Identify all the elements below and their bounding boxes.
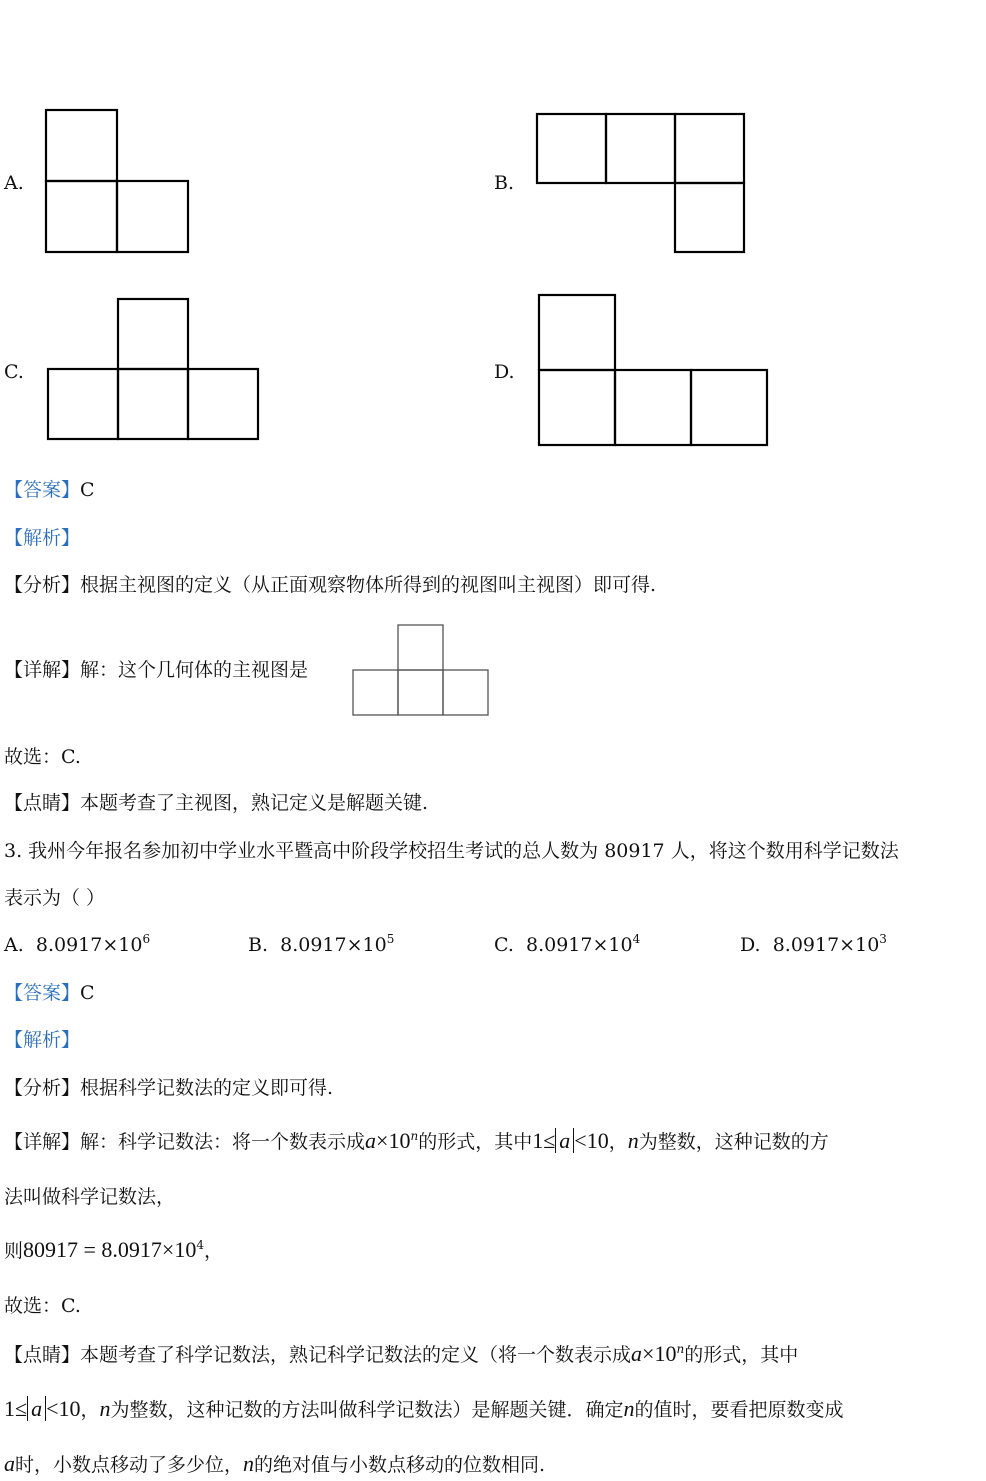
xiangjie-tag: 【详解】 <box>4 659 81 681</box>
option-exponent: 6 <box>142 932 151 946</box>
then-suffix: ， <box>203 1240 223 1262</box>
xiangjie-text: 解：这个几何体的主视图是 <box>80 659 309 681</box>
square <box>48 369 118 439</box>
square <box>691 370 767 445</box>
q3-option-c[interactable] <box>494 933 640 957</box>
square <box>46 110 117 181</box>
option-value: 8.0917×10 <box>772 934 880 956</box>
main-view-figure <box>352 623 492 717</box>
math-comma: ， <box>608 1131 628 1153</box>
option-label: C. <box>494 934 514 956</box>
q3-choose-line: 故选：C. <box>4 1295 81 1317</box>
option-b-figure[interactable] <box>535 112 749 256</box>
option-value: 8.0917×10 <box>35 934 143 956</box>
square <box>118 369 188 439</box>
math-a: a <box>631 1341 643 1366</box>
q3-dianjing-line3 <box>4 1452 545 1477</box>
then-prefix: 则 <box>4 1240 24 1262</box>
square <box>537 114 606 183</box>
q3-then-line <box>4 1238 223 1263</box>
q3-xiangjie-line1 <box>4 1129 829 1154</box>
fenxi-text: 根据科学记数法的定义即可得. <box>80 1077 334 1099</box>
dianjing-text: 本题考查了科学记数法，熟记科学记数法的定义（将一个数表示成 <box>80 1344 632 1366</box>
math-lt10: <10 <box>46 1396 81 1421</box>
dianjing-text: 为整数，这种记数的方法叫做科学记数法）是解题关键．确定 <box>110 1399 624 1421</box>
option-value: 8.0917×10 <box>280 934 387 956</box>
then-expression: 80917 = 8.0917×10 <box>23 1237 197 1262</box>
math-abs-a: a <box>555 1128 574 1153</box>
square <box>539 295 615 370</box>
square <box>118 299 188 369</box>
fenxi-tag: 【分析】 <box>4 1077 81 1099</box>
square <box>398 625 443 670</box>
option-label: B. <box>248 934 269 956</box>
answer-tag: 【答案】 <box>4 982 81 1004</box>
square <box>353 670 398 715</box>
q3-stem-line2: 表示为（ ） <box>4 887 106 909</box>
math-n: n <box>99 1396 111 1421</box>
q3-option-b[interactable] <box>248 933 394 957</box>
xiangjie-text: 为整数，这种记数的方 <box>638 1131 829 1153</box>
q3-answer-line <box>4 981 95 1005</box>
math-comma: ， <box>80 1399 100 1421</box>
xiangjie-text: 的形式，其中 <box>418 1131 533 1153</box>
square <box>615 370 691 445</box>
math-n: n <box>243 1451 255 1476</box>
option-c-figure[interactable] <box>46 297 262 443</box>
option-b-label[interactable]: B. <box>494 172 515 194</box>
q3-stem-line1: 3. 我州今年报名参加初中学业水平暨高中阶段学校招生考试的总人数为 80917 人，将这个数用科学记数法 <box>4 840 899 862</box>
q2-xiangjie-line <box>4 658 308 682</box>
q3-analysis-tag: 【解析】 <box>4 1029 81 1051</box>
option-d-figure[interactable] <box>537 293 771 448</box>
option-exponent: 3 <box>879 932 887 946</box>
dianjing-text: 的绝对值与小数点移动的位数相同. <box>254 1454 546 1476</box>
option-a-figure[interactable] <box>44 108 192 256</box>
dianjing-text: 的形式，其中 <box>684 1344 799 1366</box>
square <box>443 670 488 715</box>
option-d-label[interactable]: D. <box>494 361 515 383</box>
q2-fenxi-line <box>4 573 656 597</box>
q2-answer-line <box>4 478 95 502</box>
q3-option-a[interactable] <box>4 933 150 957</box>
q2-dianjing-line <box>4 791 428 815</box>
option-exponent: 4 <box>632 932 641 946</box>
fenxi-text: 根据主视图的定义（从正面观察物体所得到的视图叫主视图）即可得. <box>80 574 657 596</box>
math-lt10: <10 <box>574 1128 609 1153</box>
math-one-le: 1≤ <box>532 1128 556 1153</box>
square <box>188 369 258 439</box>
dianjing-text: 的值时，要看把原数变成 <box>634 1399 844 1421</box>
math-times10: ×10 <box>376 1128 411 1153</box>
math-abs-a: a <box>27 1396 46 1421</box>
dianjing-text: 时，小数点移动了多少位， <box>15 1454 244 1476</box>
q3-dianjing-line1 <box>4 1342 798 1367</box>
answer-value: C <box>80 479 95 501</box>
answer-tag: 【答案】 <box>4 479 81 501</box>
math-n-exp: n <box>410 1129 419 1143</box>
math-times10: ×10 <box>642 1341 677 1366</box>
q3-option-d[interactable] <box>740 933 887 957</box>
fenxi-tag: 【分析】 <box>4 574 81 596</box>
option-label: D. <box>740 934 761 956</box>
option-a-label[interactable]: A. <box>4 172 24 194</box>
square <box>606 114 675 183</box>
q3-fenxi-line <box>4 1076 333 1100</box>
q3-xiangjie-line2: 法叫做科学记数法， <box>4 1186 176 1208</box>
xiangjie-text: 解：科学记数法：将一个数表示成 <box>80 1131 366 1153</box>
xiangjie-tag: 【详解】 <box>4 1131 81 1153</box>
math-n: n <box>627 1128 639 1153</box>
square <box>675 183 744 252</box>
q2-choose-line: 故选：C. <box>4 746 81 768</box>
math-a: a <box>4 1451 15 1476</box>
square <box>117 181 188 252</box>
math-one-le: 1≤ <box>4 1396 28 1421</box>
q2-analysis-tag: 【解析】 <box>4 527 81 549</box>
option-exponent: 5 <box>386 932 395 946</box>
square <box>539 370 615 445</box>
math-n-exp: n <box>676 1342 685 1356</box>
q3-dianjing-line2 <box>4 1397 844 1422</box>
then-exponent: 4 <box>196 1238 204 1252</box>
dianjing-text: 本题考查了主视图，熟记定义是解题关键. <box>80 792 429 814</box>
square <box>398 670 443 715</box>
option-label: A. <box>4 934 24 956</box>
option-c-label[interactable]: C. <box>4 361 24 383</box>
answer-value: C <box>80 982 95 1004</box>
math-a: a <box>365 1128 377 1153</box>
option-value: 8.0917×10 <box>526 934 633 956</box>
square <box>46 181 117 252</box>
math-n: n <box>623 1396 635 1421</box>
dianjing-tag: 【点睛】 <box>4 1344 81 1366</box>
dianjing-tag: 【点睛】 <box>4 792 81 814</box>
square <box>675 114 744 183</box>
